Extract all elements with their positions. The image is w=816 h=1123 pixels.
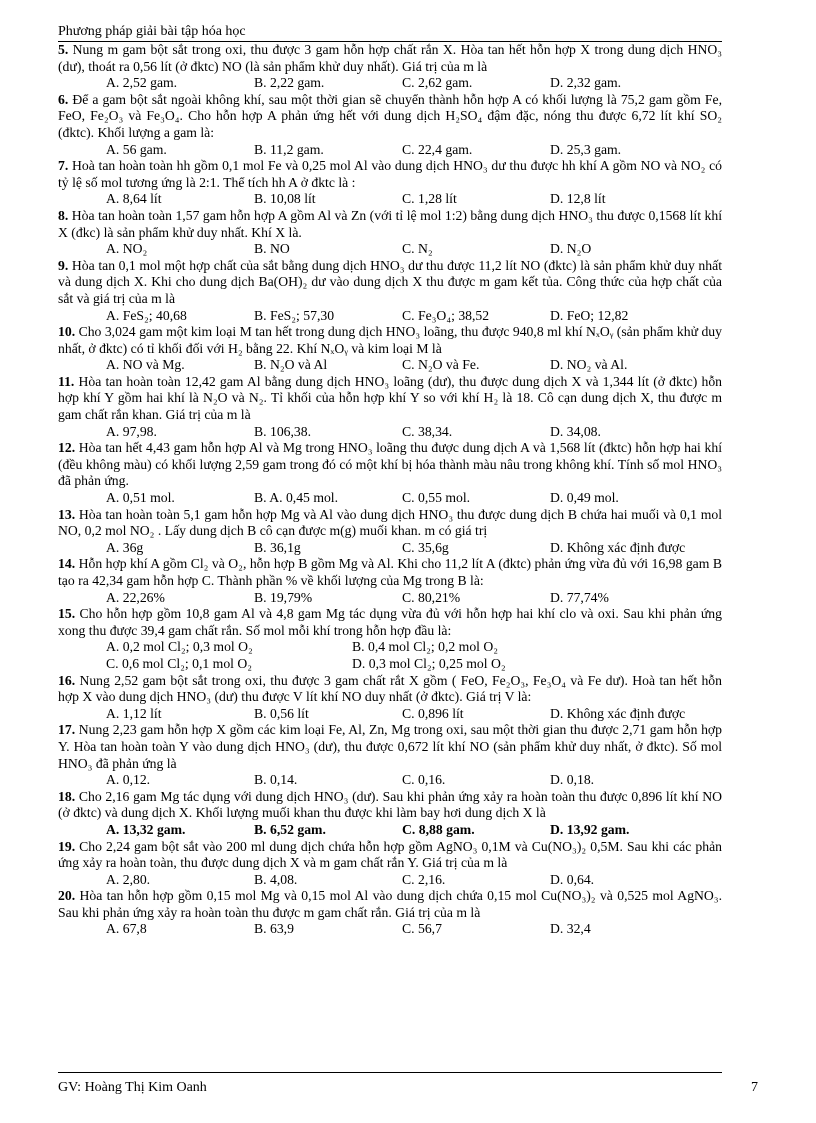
answer-option: B. 0,14. — [254, 772, 298, 788]
answer-options — [58, 241, 722, 258]
answer-option: D. Không xác định được — [550, 705, 686, 721]
answer-option: A. FeS₂; 40,68 — [106, 307, 187, 323]
answer-option: C. N₂O và Fe. — [402, 357, 480, 373]
answer-option: D. Không xác định được — [550, 539, 686, 555]
answer-option: B. 0,56 lít — [254, 705, 309, 721]
answer-options — [58, 706, 722, 723]
question-text — [58, 158, 722, 191]
footer-divider — [58, 1072, 722, 1073]
question-stem: Nung 2,23 gam hỗn hợp X gồm các kim loại Fe, Al, Zn, Mg trong oxi, sau một thời gian thu được 2,71 gam hỗn hợp Y. Hòa tan hoàn toàn Y vào dung dịch HNO₃ (dư), thu được 0,672 lít khí NO (sản phẩm khử duy nhất, ở đktc). Số mol HNO₃ đã phản ứng là — [58, 722, 723, 771]
answer-option: A. 97,98. — [106, 423, 157, 439]
question-number: 9. — [58, 257, 69, 273]
question-text — [58, 722, 722, 772]
question-block — [58, 507, 722, 557]
question-stem: Nung m gam bột sắt trong oxi, thu được 3 gam hỗn hợp chất rắn X. Hòa tan hết hỗn hợp X trong dung dịch HNO₃ (dư), thoát ra 0,56 lít (ở đktc) NO (là sản phẩm khử duy nhất). Giá trị của m là — [58, 42, 722, 74]
answer-option: C. 80,21% — [402, 589, 461, 605]
question-block — [58, 556, 722, 606]
answer-option: D. 13,92 gam. — [550, 821, 630, 837]
answer-option: B. A. 0,45 mol. — [254, 490, 339, 506]
question-block — [58, 839, 722, 889]
page-footer — [58, 1080, 758, 1096]
question-text — [58, 606, 722, 639]
answer-option: B. 4,08. — [254, 871, 298, 887]
answer-options — [58, 490, 722, 507]
question-stem: Hoà tan hoàn toàn hh gồm 0,1 mol Fe và 0,25 mol Al vào dung dịch HNO₃ dư thu được hh khí A gồm NO và NO₂ có tỷ lệ số mol tương ứng là 2:1. Thể tích hh A ở đktc là : — [58, 158, 722, 190]
question-number: 5. — [58, 42, 69, 57]
question-text — [58, 507, 722, 540]
question-number: 14. — [58, 556, 76, 572]
answer-option: A. 1,12 lít — [106, 705, 162, 721]
answer-options — [58, 424, 722, 441]
answer-option: B. 6,52 gam. — [254, 821, 326, 837]
question-text — [58, 374, 722, 424]
page-number: 7 — [751, 1080, 758, 1095]
answer-option: B. 2,22 gam. — [254, 75, 325, 91]
question-block — [58, 673, 722, 723]
answer-option: B. 63,9 — [254, 921, 294, 937]
question-number: 6. — [58, 91, 69, 107]
question-block — [58, 888, 722, 938]
question-number: 19. — [58, 838, 76, 854]
answer-option: D. 12,8 lít — [550, 191, 606, 207]
question-stem: Hòa tan hết 4,43 gam hỗn hợp Al và Mg trong HNO₃ loãng thu được dung dịch A và 1,568 lít (đktc) hỗn hợp hai khí (đều không màu) có khối lượng 2,59 gam trong đó có một khí bị hóa thành màu nâu trong không khí. Tính số mol HNO₃ đã phản ứng. — [58, 440, 723, 489]
answer-option: D. 25,3 gam. — [550, 141, 622, 157]
question-block — [58, 42, 722, 92]
question-text — [58, 789, 722, 822]
question-stem: Hòa tan 0,1 mol một hợp chất của sắt bằng dung dịch HNO₃ dư thu được 11,2 lít NO (đktc) là sản phẩm khử duy nhất và dung dịch X. Khi cho dung dịch Ba(OH)₂ dư vào dung dịch X thu được m gam kết tủa. Công thức của hợp chất của sắt và giá trị của m là — [58, 257, 722, 306]
question-block — [58, 440, 722, 506]
answer-option: B. 11,2 gam. — [254, 141, 324, 157]
answer-option: D. 77,74% — [550, 589, 609, 605]
answer-option: B. N₂O và Al — [254, 357, 328, 373]
answer-option: C. 2,62 gam. — [402, 75, 473, 91]
answer-option: D. N₂O — [550, 241, 592, 257]
question-block — [58, 208, 722, 258]
answer-option: C. 0,55 mol. — [402, 490, 471, 506]
answer-option: C. 0,16. — [402, 772, 446, 788]
question-number: 18. — [58, 788, 76, 804]
question-number: 10. — [58, 324, 76, 340]
answer-options — [58, 540, 722, 557]
answer-option: B. NO — [254, 241, 290, 257]
question-stem: Cho hỗn hợp gồm 10,8 gam Al và 4,8 gam Mg tác dụng vừa đủ với hỗn hợp hai khí clo và oxi. Sau khi phản ứng xong thu được 39,4 gam chất rắn. Số mol mỗi khí trong hỗn hợp đầu là: — [58, 606, 722, 638]
answer-option: A. 0,2 mol Cl₂; 0,3 mol O₂ — [106, 639, 253, 655]
question-stem: Nung 2,52 gam bột sắt trong oxi, thu được 3 gam chất rắt X gồm ( FeO, Fe₂O₃, Fe₃O₄ và Fe dư). Hoà tan hết hỗn hợp X vào dung dịch HNO₃ (dư) thu được V lít khí NO duy nhất (ở đktc). Giá trị V là: — [58, 672, 722, 705]
answer-options — [58, 872, 722, 889]
question-text — [58, 888, 722, 921]
page-header — [58, 24, 722, 42]
answer-option: C. N₂ — [402, 241, 433, 257]
answer-option: A. 0,51 mol. — [106, 490, 175, 506]
answer-option: A. 36g — [106, 539, 144, 555]
question-text — [58, 839, 722, 872]
answer-option: C. 22,4 gam. — [402, 141, 473, 157]
answer-options — [58, 75, 722, 92]
question-text — [58, 208, 722, 241]
answer-option: C. 0,896 lít — [402, 705, 464, 721]
answer-option: A. 56 gam. — [106, 141, 167, 157]
answer-options — [58, 590, 722, 607]
question-block — [58, 92, 722, 158]
question-text — [58, 258, 722, 308]
answer-option: A. 13,32 gam. — [106, 821, 186, 837]
answer-option: B. 106,38. — [254, 423, 312, 439]
question-text — [58, 42, 722, 75]
question-number: 20. — [58, 888, 76, 904]
footer-author: GV: Hoàng Thị Kim Oanh — [58, 1080, 207, 1095]
answer-option: B. 19,79% — [254, 589, 313, 605]
answer-option: A. NO₂ — [106, 241, 148, 257]
answer-options — [58, 308, 722, 325]
question-block — [58, 258, 722, 324]
question-number: 16. — [58, 672, 76, 688]
answer-option: C. Fe₃O₄; 38,52 — [402, 307, 490, 323]
question-text — [58, 324, 722, 357]
question-stem: Cho 3,024 gam một kim loại M tan hết trong dung dịch HNO₃ loãng, thu được 940,8 ml khí NₓOᵧ (sản phẩm khử duy nhất, ở đktc) có tỉ khối đối với H₂ bằng 22. Khí NₓOᵧ và kim loại M là — [58, 324, 722, 356]
answer-options — [58, 822, 722, 839]
question-stem: Cho 2,16 gam Mg tác dụng với dung dịch HNO₃ (dư). Sau khi phản ứng xảy ra hoàn toàn thu được 0,896 lít khí NO (ở đktc) và dung dịch X. Khối lượng muối khan thu được khi làm bay hơi dung dịch X là — [58, 788, 723, 821]
answer-option: D. FeO; 12,82 — [550, 307, 629, 323]
question-block — [58, 789, 722, 839]
answer-option: C. 56,7 — [402, 921, 442, 937]
answer-option: A. NO và Mg. — [106, 357, 185, 373]
question-stem: Cho 2,24 gam bột sắt vào 200 ml dung dịch chứa hỗn hợp gồm AgNO₃ 0,1M và Cu(NO₃)₂ 0,5M. Sau khi các phản ứng xảy ra hoàn toàn, thu được dung dịch X và m gam chất rắn Y. Giá trị của m là — [58, 838, 723, 871]
answer-option: A. 67,8 — [106, 921, 147, 937]
question-number: 17. — [58, 722, 76, 738]
question-number: 13. — [58, 506, 76, 522]
answer-option: D. 0,49 mol. — [550, 490, 619, 506]
answer-option: B. 0,4 mol Cl₂; 0,2 mol O₂ — [352, 639, 499, 655]
question-block — [58, 374, 722, 440]
question-stem: Hòa tan hỗn hợp gồm 0,15 mol Mg và 0,15 mol Al vào dung dịch chứa 0,15 mol Cu(NO₃)₂ và 0,525 mol AgNO₃. Sau khi phản ứng xảy ra hoàn toàn thu được m gam chất rắn. Giá trị của m là — [58, 888, 722, 920]
answer-options — [58, 357, 722, 374]
answer-options — [58, 142, 722, 159]
answer-options — [58, 191, 722, 208]
question-text — [58, 92, 722, 142]
answer-option: C. 8,88 gam. — [402, 821, 475, 837]
answer-option: D. 2,32 gam. — [550, 75, 622, 91]
question-stem: Hòa tan hoàn toàn 1,57 gam hỗn hợp A gồm Al và Zn (với tỉ lệ mol 1:2) bằng dung dịch HNO₃ thu được 0,1568 lít khí X (đkc) là sản phẩm khử duy nhất. Khí X là. — [58, 207, 723, 240]
answer-option: B. FeS₂; 57,30 — [254, 307, 335, 323]
question-block — [58, 722, 722, 788]
answer-option: D. 0,64. — [550, 871, 595, 887]
answer-option: C. 0,6 mol Cl₂; 0,1 mol O₂ — [106, 655, 253, 671]
answer-options — [58, 921, 722, 938]
answer-option: C. 1,28 lít — [402, 191, 457, 207]
question-text — [58, 440, 722, 490]
answer-option: C. 35,6g — [402, 539, 449, 555]
question-stem: Hòa tan hoàn toàn 12,42 gam Al bằng dung dịch HNO₃ loãng (dư), thu được dung dịch X và 1,344 lít (ở đktc) hỗn hợp khí Y gồm hai khí là N₂O và N₂. Tỉ khối của hỗn hợp khí Y so với khí H₂ là 18. Cô cạn dung dịch X, thu được m gam chất rắn khan. Giá trị của m là — [58, 373, 723, 423]
answer-option: A. 2,80. — [106, 871, 151, 887]
question-list — [58, 42, 722, 938]
question-stem: Hòa tan hoàn toàn 5,1 gam hỗn hợp Mg và Al vào dung dịch HNO₃ thu được dung dịch B chứa hai muối và 0,1 mol NO, 0,2 mol NO₂ . Lấy dung dịch B cô cạn được m(g) muối khan. m có giá trị — [58, 506, 722, 539]
answer-option: A. 0,12. — [106, 772, 151, 788]
question-stem: Hỗn hợp khí A gồm Cl₂ và O₂, hỗn hợp B gồm Mg và Al. Khi cho 11,2 lít A (đktc) phản ứng vừa đủ với 16,98 gam B tạo ra 42,34 gam hỗn hợp C. Thành phần % về khối lượng của Mg trong B là: — [58, 556, 722, 588]
answer-option: D. 32,4 — [550, 921, 591, 937]
question-number: 7. — [58, 158, 69, 174]
answer-option: B. 10,08 lít — [254, 191, 316, 207]
question-stem: Để a gam bột sắt ngoài không khí, sau một thời gian sẽ chuyển thành hỗn hợp A có khối lượng là 75,2 gam gồm Fe, FeO, Fe₂O₃ và Fe₃O₄. Cho hỗn hợp A phản ứng hết với dung dịch H₂SO₄ đậm đặc, nóng thu được 6,72 lít khí SO₂ (đktc). Khối lượng a gam là: — [58, 91, 722, 140]
answer-options — [58, 772, 722, 789]
question-block — [58, 158, 722, 208]
question-block — [58, 606, 722, 672]
header-title: Phương pháp giải bài tập hóa học — [58, 24, 246, 39]
question-text — [58, 556, 722, 589]
question-number: 15. — [58, 606, 76, 622]
question-text — [58, 673, 722, 706]
answer-option: D. 34,08. — [550, 423, 601, 439]
answer-option: B. 36,1g — [254, 539, 301, 555]
answer-option: A. 8,64 lít — [106, 191, 162, 207]
answer-option: D. 0,3 mol Cl₂; 0,25 mol O₂ — [352, 655, 506, 671]
question-number: 11. — [58, 373, 75, 389]
answer-option: C. 2,16. — [402, 871, 446, 887]
question-number: 8. — [58, 207, 69, 223]
question-block — [58, 324, 722, 374]
answer-option: A. 2,52 gam. — [106, 75, 178, 91]
answer-option: A. 22,26% — [106, 589, 165, 605]
answer-option: D. NO₂ và Al. — [550, 357, 628, 373]
answer-option: C. 38,34. — [402, 423, 453, 439]
answer-options — [58, 639, 722, 672]
answer-option: D. 0,18. — [550, 772, 595, 788]
question-number: 12. — [58, 440, 76, 456]
